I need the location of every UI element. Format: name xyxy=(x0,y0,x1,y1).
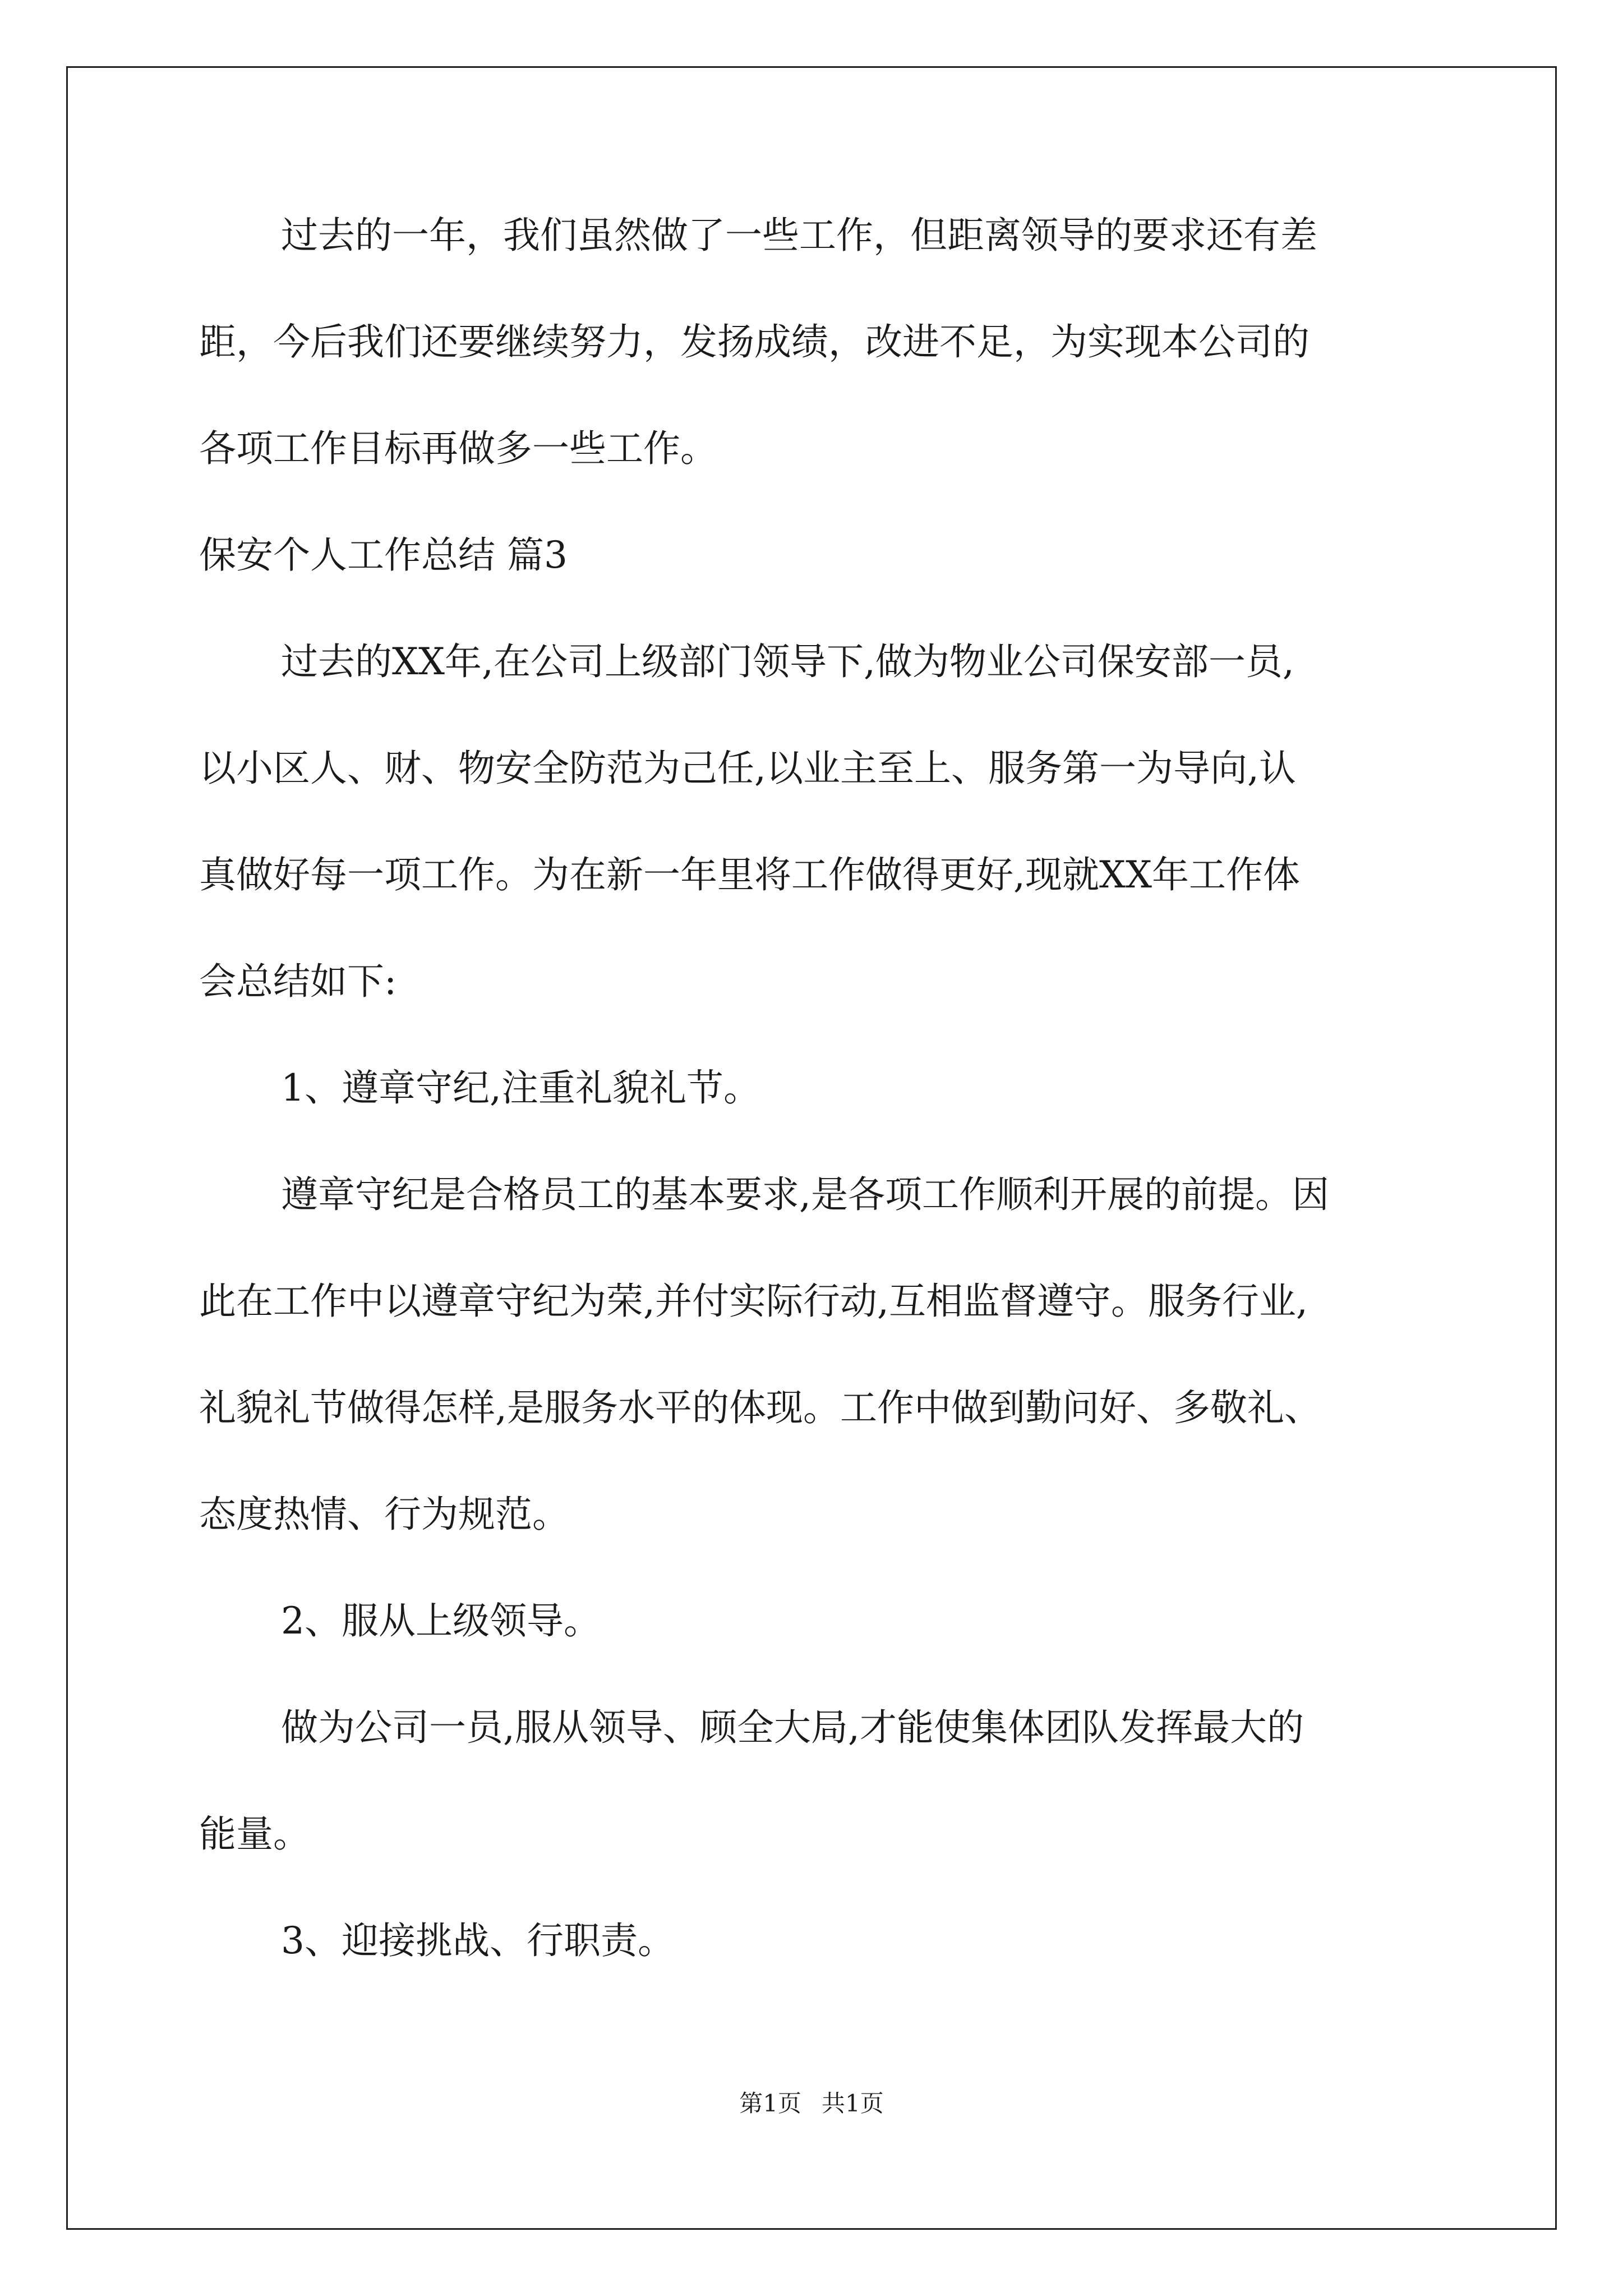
paragraph-line: 过去的XX年,在公司上级部门领导下,做为物业公司保安部一员, xyxy=(281,640,1294,683)
paragraph-line: 遵章守纪是合格员工的基本要求,是各项工作顺利开展的前提。因 xyxy=(281,1173,1329,1216)
paragraph-line: 真做好每一项工作。为在新一年里将工作做得更好,现就XX年工作体 xyxy=(199,853,1300,896)
paragraph-line: 礼貌礼节做得怎样,是服务水平的体现。工作中做到勤问好、多敬礼、 xyxy=(199,1386,1321,1429)
paragraph-line: 以小区人、财、物安全防范为己任,以业主至上、服务第一为导向,认 xyxy=(199,747,1296,790)
section-heading: 保安个人工作总结 篇3 xyxy=(199,533,568,577)
list-item-heading: 3、迎接挑战、行职责。 xyxy=(281,1919,675,1962)
page-number-current: 第1页 xyxy=(739,2090,801,2117)
paragraph-line: 此在工作中以遵章守纪为荣,并付实际行动,互相监督遵守。服务行业, xyxy=(199,1280,1308,1323)
paragraph-line: 过去的一年，我们虽然做了一些工作，但距离领导的要求还有差 xyxy=(281,214,1317,257)
paragraph-line: 能量。 xyxy=(199,1812,310,1856)
paragraph-line: 态度热情、行为规范。 xyxy=(199,1493,569,1536)
paragraph-line: 各项工作目标再做多一些工作。 xyxy=(199,427,717,470)
paragraph-line: 距，今后我们还要继续努力，发扬成绩，改进不足，为实现本公司的 xyxy=(199,320,1310,364)
page-border xyxy=(66,66,1557,2230)
list-item-heading: 2、服从上级领导。 xyxy=(281,1599,601,1642)
list-item-heading: 1、遵章守纪,注重礼貌礼节。 xyxy=(281,1066,760,1110)
page-number-total: 共1页 xyxy=(822,2090,884,2117)
paragraph-line: 会总结如下: xyxy=(199,960,397,1003)
page-footer xyxy=(0,2088,1623,2119)
paragraph-line: 做为公司一员,服从领导、顾全大局,才能使集体团队发挥最大的 xyxy=(281,1706,1304,1749)
